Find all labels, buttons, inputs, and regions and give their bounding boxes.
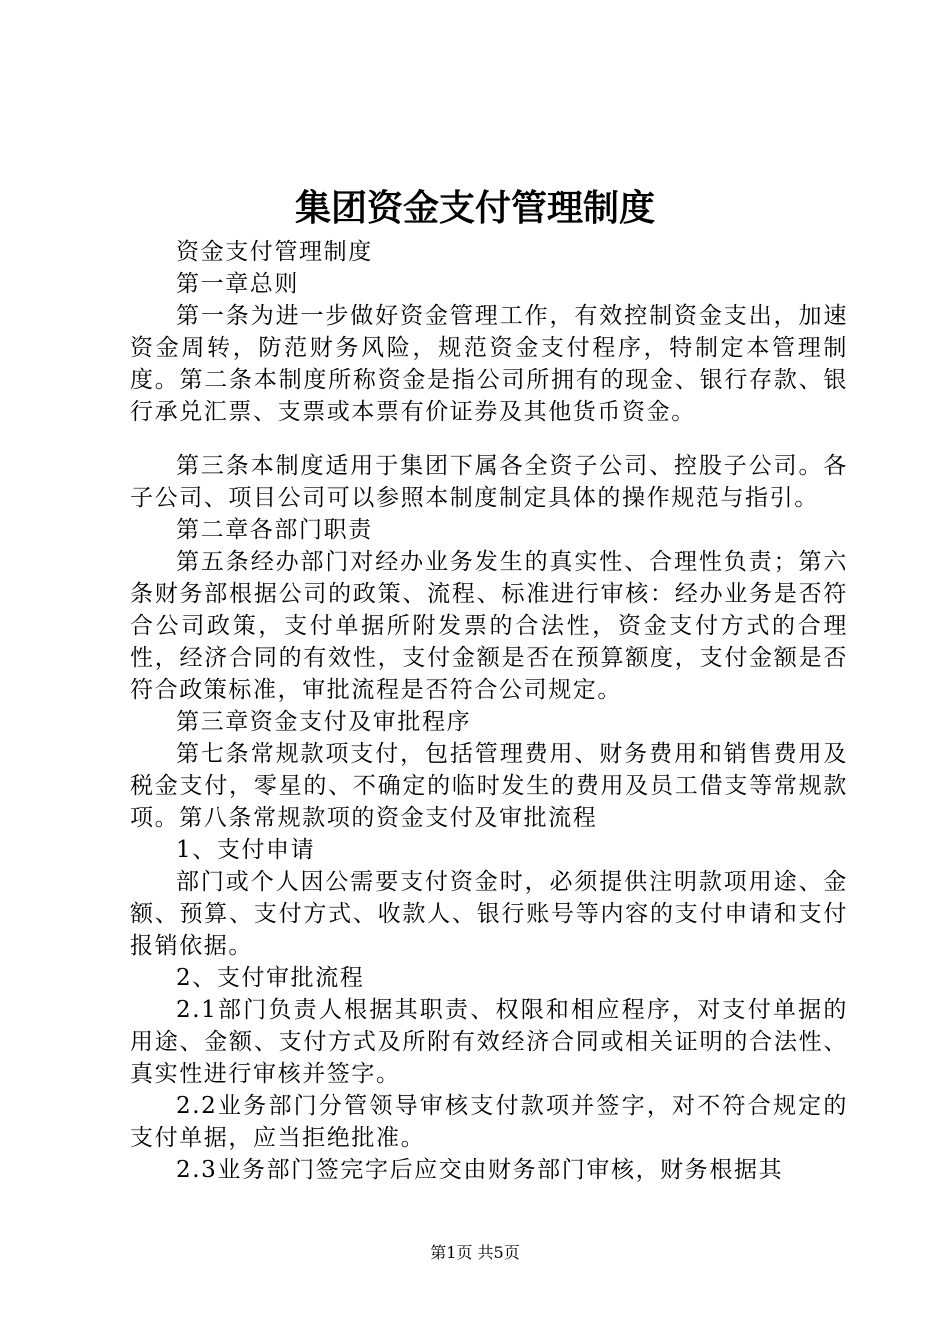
chapter-heading: 第一章总则 — [176, 271, 299, 297]
paragraph: 部门或个人因公需要支付资金时，必须提供注明款项用途、金额、预算、支付方式、收款人、银行账号等内容的支付申请和支付报销依据。 — [130, 869, 848, 959]
section-heading: 2、支付审批流程 — [176, 965, 365, 991]
document-title: 集团资金支付管理制度 — [294, 187, 655, 229]
paragraph: 第一条为进一步做好资金管理工作，有效控制资金支出，加速资金周转，防范财务风险，规范资金支付程序，特制定本管理制度。第二条本制度所称资金是指公司所拥有的现金、银行存款、银行承兑汇票、支票或本票有价证券及其他货币资金。 — [130, 303, 848, 425]
page-footer: 第1页 共5页 — [430, 1243, 520, 1262]
paragraph-gap — [130, 428, 848, 450]
chapter-heading: 第二章各部门职责 — [176, 517, 373, 543]
paragraph: 2.1部门负责人根据其职责、权限和相应程序，对支付单据的用途、金额、支付方式及所附有效经济合同或相关证明的合法性、真实性进行审核并签字。 — [130, 997, 848, 1087]
paragraph: 第三条本制度适用于集团下属各全资子公司、控股子公司。各子公司、项目公司可以参照本制度制定具体的操作规范与指引。 — [130, 453, 848, 511]
paragraph: 第五条经办部门对经办业务发生的真实性、合理性负责；第六条财务部根据公司的政策、流程、标准进行审核：经办业务是否符合公司政策，支付单据所附发票的合法性，资金支付方式的合理性，经济合同的有效性，支付金额是否在预算额度，支付金额是否符合政策标准，审批流程是否符合公司规定。 — [130, 549, 848, 703]
paragraph: 2.2业务部门分管领导审核支付款项并签字，对不符合规定的支付单据，应当拒绝批准。 — [130, 1093, 848, 1151]
chapter-heading: 第三章资金支付及审批程序 — [176, 709, 472, 735]
section-heading: 1、支付申请 — [176, 837, 316, 863]
paragraph: 第七条常规款项支付，包括管理费用、财务费用和销售费用及税金支付，零星的、不确定的临时发生的费用及员工借支等常规款项。第八条常规款项的资金支付及审批流程 — [130, 741, 848, 831]
paragraph: 2.3业务部门签完字后应交由财务部门审核，财务根据其 — [176, 1157, 784, 1183]
doc-subtitle: 资金支付管理制度 — [176, 239, 373, 265]
document-body — [130, 236, 848, 1186]
